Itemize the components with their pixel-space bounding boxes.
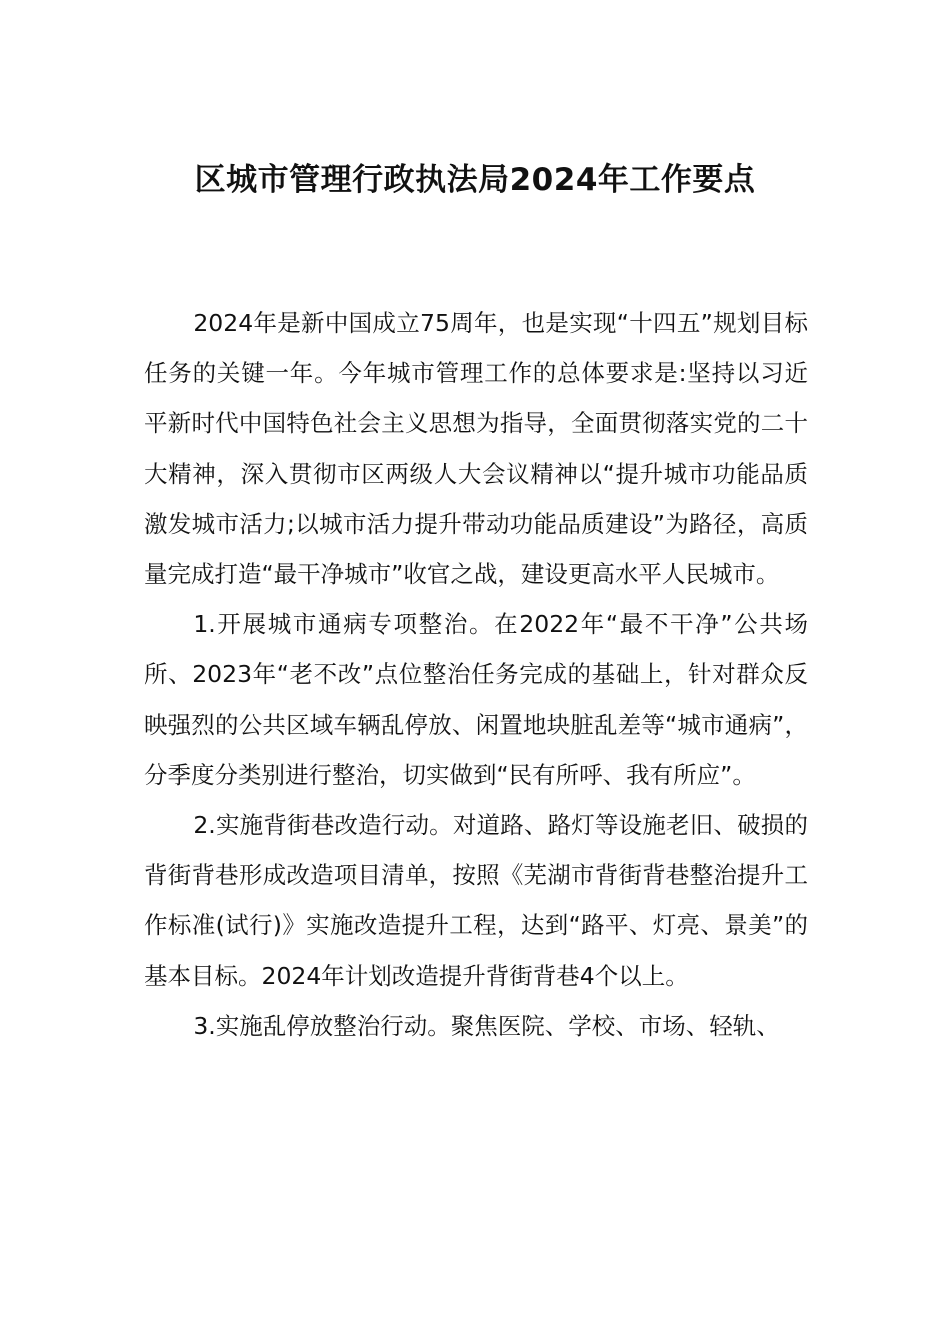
document-title: 区城市管理行政执法局2024年工作要点: [194, 162, 756, 198]
item-2-paragraph: 2.实施背街巷改造行动。对道路、路灯等设施老旧、破损的背街背巷形成改造项目清单，按照《芜湖市背街背巷整治提升工作标准(试行)》实施改造提升工程，达到“路平、灯亮、景美”的基本目标。2024年计划改造提升背街背巷4个以上。: [144, 811, 808, 990]
document-body: [144, 298, 808, 1051]
item-1-paragraph: 1.开展城市通病专项整治。在2022年“最不干净”公共场所、2023年“老不改”点位整治任务完成的基础上，针对群众反映强烈的公共区域车辆乱停放、闲置地块脏乱差等“城市通病”，分季度分类别进行整治，切实做到“民有所呼、我有所应”。: [144, 610, 808, 789]
item-3-paragraph: 3.实施乱停放整治行动。聚焦医院、学校、市场、轻轨、: [193, 1011, 780, 1040]
intro-paragraph: 2024年是新中国成立75周年，也是实现“十四五”规划目标任务的关键一年。今年城市管理工作的总体要求是:坚持以习近平新时代中国特色社会主义思想为指导，全面贯彻落实党的二十大精神，深入贯彻市区两级人大会议精神以“提升城市功能品质激发城市活力;以城市活力提升带动功能品质建设”为路径，高质量完成打造“最干净城市”收官之战，建设更高水平人民城市。: [144, 309, 808, 589]
